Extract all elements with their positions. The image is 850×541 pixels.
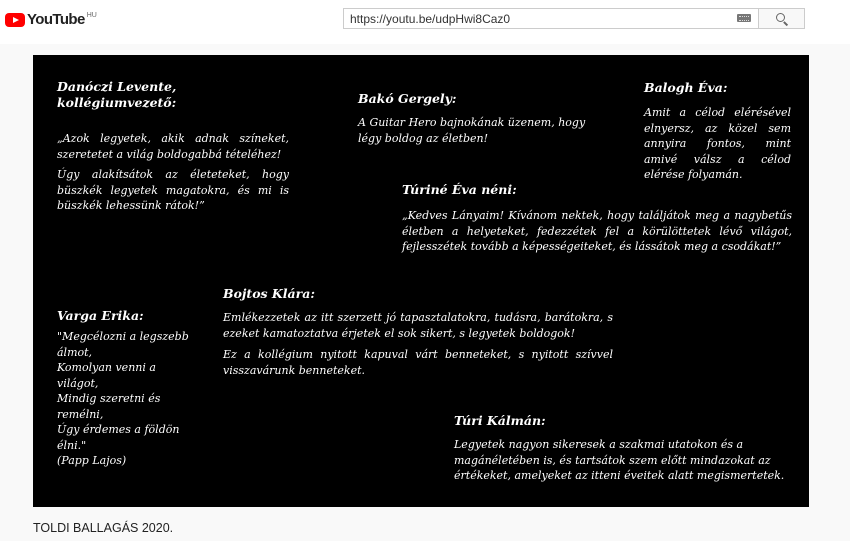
- message-author: Balogh Éva:: [644, 80, 728, 95]
- message-turine: [402, 182, 792, 255]
- poem-author: (Papp Lajos): [57, 454, 127, 467]
- poem-line: "Megcélozni a legszebb álmot,: [57, 330, 189, 359]
- message-author: Bakó Gergely:: [358, 91, 457, 106]
- message-author: Túriné Éva néni:: [402, 182, 517, 197]
- search-button[interactable]: [759, 8, 805, 29]
- search-input[interactable]: [344, 9, 734, 28]
- message-balogh: [644, 80, 791, 183]
- message-text: A Guitar Hero bajnokának üzenem, hogy légy boldog az életben!: [358, 116, 586, 145]
- message-bojtos: [223, 286, 613, 378]
- message-text: Amit a célod elérésével elnyersz, az közel sem annyira fontos, mint amivé válsz a célod elérése folyamán.: [644, 106, 791, 181]
- message-author: Bojtos Klára:: [223, 286, 315, 301]
- logo-region: HU: [86, 12, 97, 19]
- poem-line: Komolyan venni a világot,: [57, 361, 156, 390]
- message-author: Danóczi Levente, kollégiumvezető:: [57, 79, 177, 110]
- message-author: Varga Erika:: [57, 308, 144, 323]
- video-title: TOLDI BALLAGÁS 2020.: [33, 521, 174, 535]
- message-danoczi: [57, 79, 289, 214]
- message-varga: [57, 308, 199, 469]
- message-text: „Kedves Lányaim! Kívánom nektek, hogy találjátok meg a nagybetűs életben a helyeteket, fedezzétek fel a körülöttetek lévő világot, fejlesszétek tovább a képességeiteket, és lássátok meg a csodákat!”: [402, 209, 792, 253]
- poem-line: Úgy érdemes a földön élni.": [57, 423, 180, 452]
- video-player[interactable]: [33, 55, 809, 507]
- keyboard-icon[interactable]: [737, 14, 751, 22]
- youtube-logo[interactable]: [5, 11, 97, 31]
- message-text: Ez a kollégium nyitott kapuval várt benneteket, s nyitott szívvel visszavárunk benneteket.: [223, 348, 613, 377]
- message-text: „Azok legyetek, akik adnak színeket, szeretetet a világ boldogabbá tételéhez!: [57, 132, 289, 161]
- message-text: Emlékezzetek az itt szerzett jó tapasztalatokra, tudásra, barátokra, s ezeket kamatoztatva érjetek el sok sikert, s legyetek boldogok!: [223, 311, 613, 340]
- message-text: Legyetek nagyon sikeresek a szakmai utatokon és a magánéletében is, és tartsátok szem előtt mindazokat az értékeket, amelyeket az itteni éveitek alatt megismertetek.: [454, 438, 785, 482]
- message-turi: [454, 413, 809, 484]
- youtube-play-icon: [5, 13, 25, 27]
- message-bako: [358, 91, 608, 146]
- message-author: Túri Kálmán:: [454, 413, 546, 428]
- message-text: Úgy alakítsátok az életeteket, hogy büszkék legyetek magatokra, és mi is büszkék lehessünk rátok!”: [57, 168, 289, 212]
- youtube-header: [0, 0, 850, 44]
- search-box: [343, 8, 759, 29]
- logo-text: YouTube: [27, 11, 85, 28]
- search-icon: [776, 13, 785, 22]
- poem-line: Mindig szeretni és remélni,: [57, 392, 161, 421]
